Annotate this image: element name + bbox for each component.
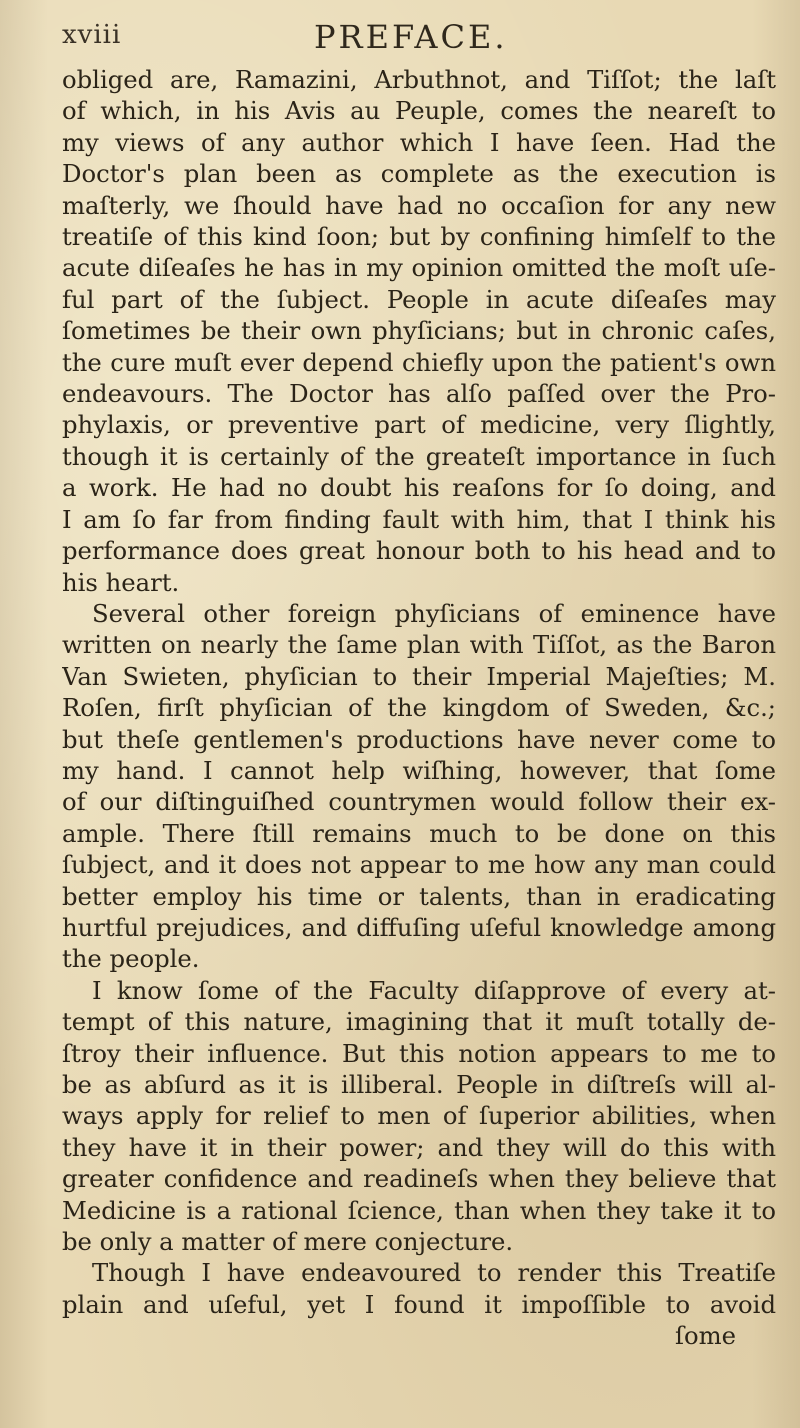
- text-line: ample. There ſtill remains much to be done on this: [62, 818, 776, 848]
- text-line: of our diſtinguiſhed countrymen would follow their ex-: [62, 787, 776, 817]
- paragraph-start-line: Several other foreign phyſicians of eminence have: [92, 598, 776, 628]
- text-line: phylaxis, or preventive part of medicine, very ſlightly,: [62, 410, 776, 440]
- text-line: plain and uſeful, yet I found it impoſſible to avoid: [62, 1289, 776, 1319]
- text-line: the cure muſt ever depend chiefly upon the patient's own: [62, 347, 776, 377]
- text-line: Van Swieten, phyſician to their Imperial Majeſties; M.: [62, 661, 776, 691]
- text-line: written on nearly the ſame plan with Tiſſot, as the Baron: [62, 630, 776, 660]
- text-line: my hand. I cannot help wiſhing, however, that ſome: [62, 755, 776, 785]
- text-line: my views of any author which I have ſeen. Had the: [62, 127, 776, 157]
- text-line: Roſen, firſt phyſician of the kingdom of Sweden, &c.;: [62, 693, 776, 723]
- paragraph-end-line: the people.: [62, 944, 200, 974]
- text-line: obliged are, Ramazini, Arbuthnot, and Tiſſot; the laſt: [62, 65, 776, 94]
- text-line: ways apply for relief to men of ſuperior abilities, when: [62, 1101, 776, 1131]
- text-line: but theſe gentlemen's productions have never come to: [62, 724, 776, 754]
- paragraph-start-line: I know ſome of the Faculty diſapprove of every at-: [92, 975, 776, 1005]
- text-line: ſometimes be their own phyſicians; but in chronic caſes,: [62, 316, 776, 346]
- text-line: a work. He had no doubt his reaſons for ſo doing, and: [62, 473, 776, 503]
- running-head: PREFACE.: [314, 18, 508, 56]
- text-line: I am ſo far from finding fault with him, that I think his: [62, 504, 776, 534]
- body-text: [62, 64, 776, 1352]
- text-line: though it is certainly of the greateſt importance in ſuch: [62, 441, 776, 471]
- text-line: greater confidence and readineſs when they believe that: [62, 1164, 776, 1194]
- text-line: of which, in his Avis au Peuple, comes the neareſt to: [62, 96, 776, 126]
- text-line: ſubject, and it does not appear to me how any man could: [62, 850, 776, 880]
- text-line: tempt of this nature, imagining that it muſt totally de-: [62, 1007, 776, 1037]
- text-line: acute diſeaſes he has in my opinion omitted the moſt uſe-: [62, 253, 776, 283]
- text-line: ſtroy their influence. But this notion appears to me to: [62, 1038, 776, 1068]
- paragraph-end-line: his heart.: [62, 567, 180, 597]
- paragraph-end-line: be only a matter of mere conjecture.: [62, 1227, 514, 1257]
- text-line: Medicine is a rational ſcience, than when they take it to: [62, 1195, 776, 1225]
- text-line: performance does great honour both to his head and to: [62, 536, 776, 566]
- page-header: [62, 18, 776, 64]
- text-line: treatiſe of this kind ſoon; but by confining himſelf to the: [62, 222, 776, 252]
- catchword: ſome: [674, 1321, 736, 1351]
- text-line: Doctor's plan been as complete as the execution is: [62, 159, 776, 189]
- text-line: hurtful prejudices, and diffuſing uſeful knowledge among: [62, 912, 776, 942]
- text-line: ful part of the ſubject. People in acute diſeaſes may: [62, 284, 776, 314]
- text-line: better employ his time or talents, than in eradicating: [62, 881, 776, 911]
- page-number: xviii: [62, 20, 122, 50]
- text-line: they have it in their power; and they will do this with: [62, 1132, 776, 1162]
- text-line: endeavours. The Doctor has alſo paſſed over the Pro-: [62, 379, 776, 409]
- text-line: be as abſurd as it is illiberal. People in diſtreſs will al-: [62, 1070, 776, 1099]
- text-line: maſterly, we ſhould have had no occaſion for any new: [62, 190, 776, 220]
- paragraph-start-line: Though I have endeavoured to render this Treatiſe: [92, 1258, 776, 1288]
